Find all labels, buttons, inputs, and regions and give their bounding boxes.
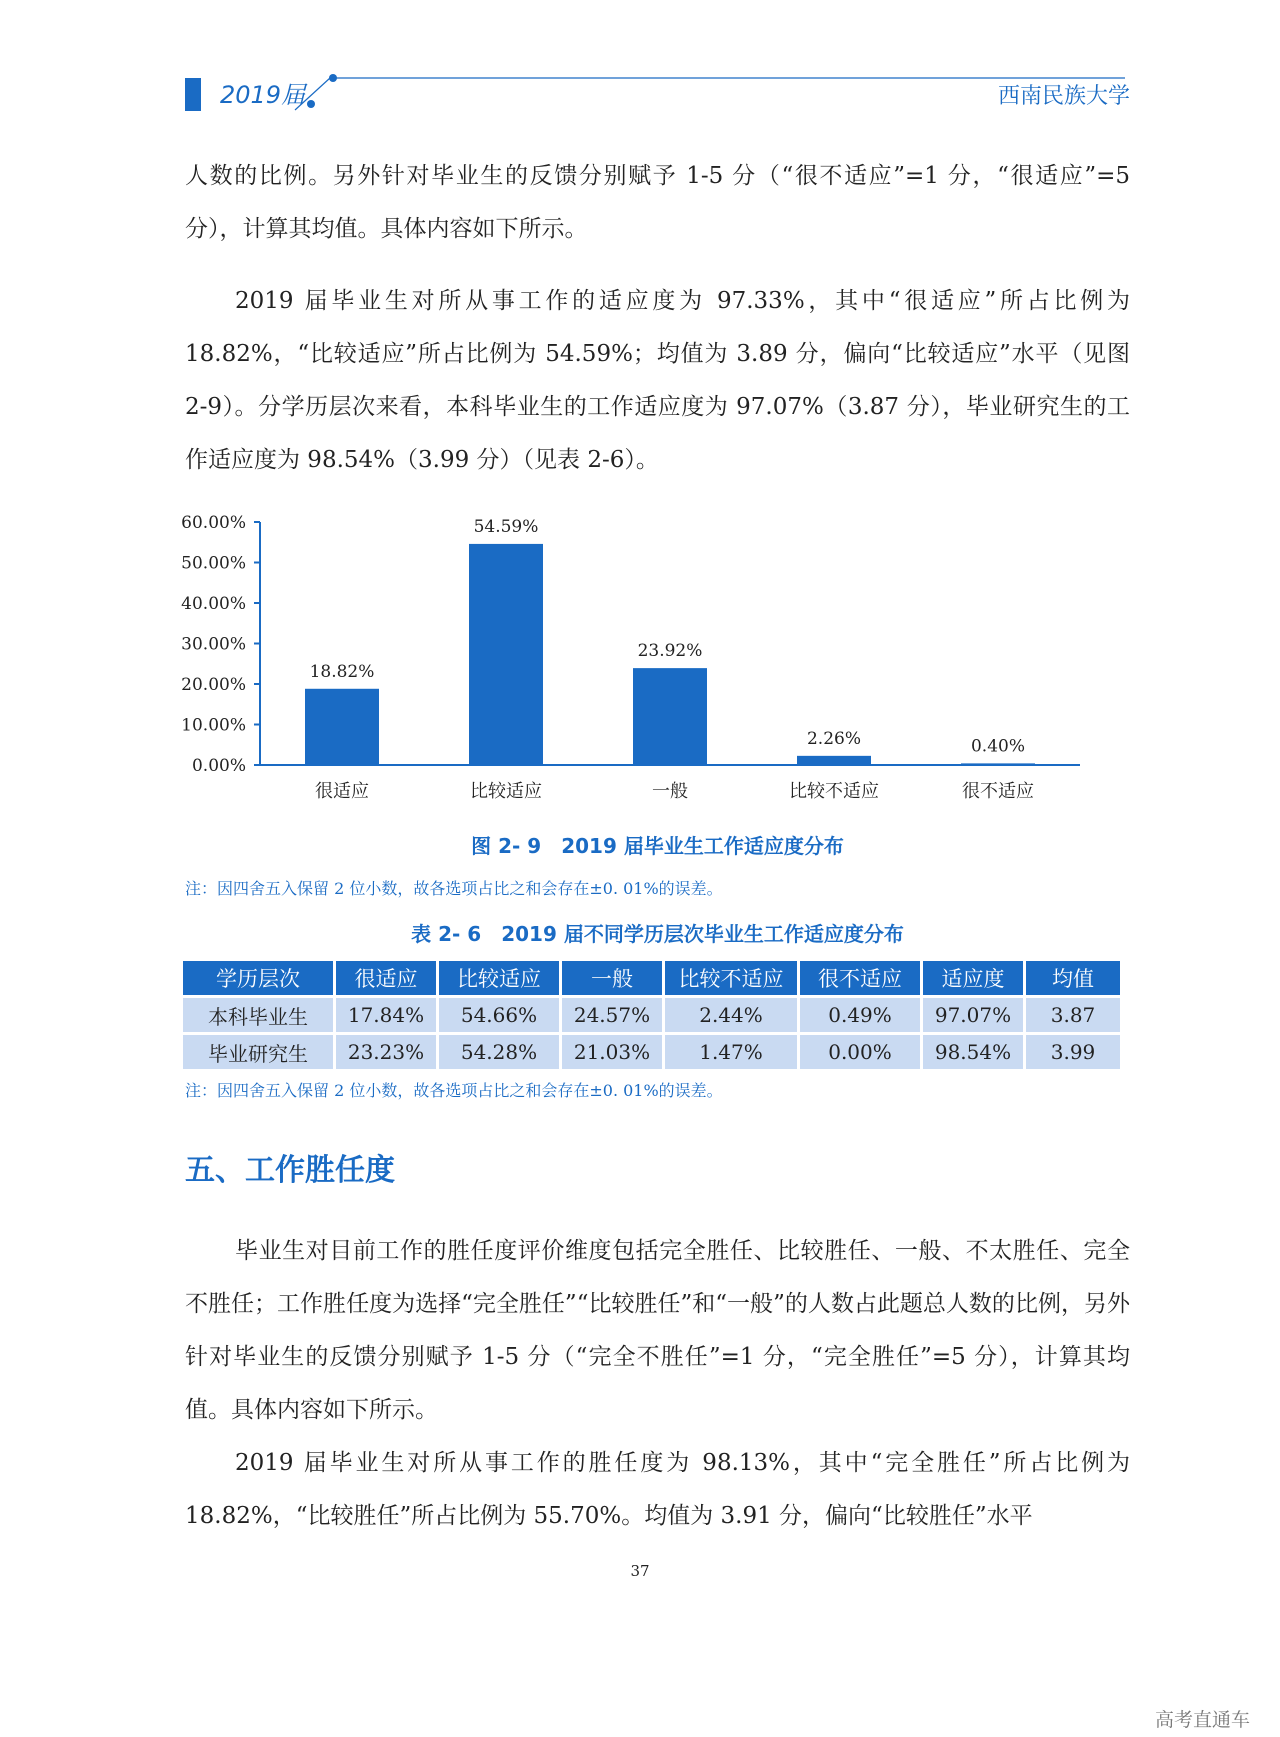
table-header-cell: 学历层次 [183,961,333,995]
y-tick-label: 0.00% [191,756,246,776]
table-note: 注：因四舍五入保留 2 位小数，故各选项占比之和会存在±0. 01%的误差。 [185,1081,723,1100]
paragraph-1-text: 人数的比例。另外针对毕业生的反馈分别赋予 1-5 分（“很不适应”=1 分，“很适应”=5 分），计算其均值。具体内容如下所示。 [185,163,1130,242]
table-caption: 表 2- 6 2019 届不同学历层次毕业生工作适应度分布 [411,922,904,946]
table-header-cell: 适应度 [923,961,1023,995]
table-cell: 21.03% [562,1035,662,1069]
table-cell: 3.87 [1026,998,1120,1032]
table-cell: 0.49% [800,998,920,1032]
figure-caption: 图 2- 9 2019 届毕业生工作适应度分布 [471,834,844,858]
x-category-label: 很适应 [315,781,369,802]
table-cell: 98.54% [923,1035,1023,1069]
table-cell: 24.57% [562,998,662,1032]
table-row [183,998,1120,1032]
paragraph-2 [185,275,1130,487]
table-header-cell: 很适应 [336,961,436,995]
table-header-row [183,961,1120,995]
paragraph-3 [185,1225,1130,1437]
table-cell: 97.07% [923,998,1023,1032]
adaptability-table [180,958,1123,1072]
x-category-label: 比较不适应 [789,781,879,802]
table-cell: 毕业研究生 [183,1035,333,1069]
paragraph-2-text: 2019 届毕业生对所从事工作的适应度为 97.33%，其中“很适应”所占比例为 18.82%，“比较适应”所占比例为 54.59%；均值为 3.89 分，偏向“比较适应”水平（见图 2-9）。分学历层次来看，本科毕业生的工作适应度为 97.07%（3.87 分），毕业研究生的工作适应度为 98.54%（3.99 分）（见表 2-6）。 [185,288,1130,473]
y-tick-label: 20.00% [181,675,246,695]
table-header-cell: 比较不适应 [665,961,797,995]
header-decoration [165,60,1125,120]
paragraph-3-text: 毕业生对目前工作的胜任度评价维度包括完全胜任、比较胜任、一般、不太胜任、完全不胜任；工作胜任度为选择“完全胜任”“比较胜任”和“一般”的人数占此题总人数的比例，另外针对毕业生的反馈分别赋予 1-5 分（“完全不胜任”=1 分，“完全胜任”=5 分），计算其均值。具体内容如下所示。 [185,1238,1130,1423]
bar-value-label: 23.92% [637,641,703,662]
bar [633,668,707,765]
bar-value-label: 18.82% [309,661,375,682]
x-category-label: 一般 [652,781,688,802]
table-row [183,1035,1120,1069]
y-tick-label: 40.00% [181,594,246,614]
bar [961,763,1035,765]
table-cell: 0.00% [800,1035,920,1069]
bar [797,756,871,765]
page-number: 37 [630,1562,650,1580]
y-tick-label: 10.00% [181,715,246,736]
table-cell: 23.23% [336,1035,436,1069]
table-cell: 2.44% [665,998,797,1032]
bar-value-label: 54.59% [473,516,539,537]
bar-value-label: 0.40% [970,736,1026,757]
bar [305,689,379,765]
table-cell: 本科毕业生 [183,998,333,1032]
x-category-label: 比较适应 [470,781,542,802]
table-cell: 54.28% [439,1035,559,1069]
table-header-cell: 一般 [562,961,662,995]
paragraph-4 [185,1437,1130,1543]
bar [469,544,543,765]
bar-value-label: 2.26% [806,728,862,749]
table-cell: 3.99 [1026,1035,1120,1069]
watermark: 高考直通车 [1154,1709,1250,1731]
figure-note: 注：因四舍五入保留 2 位小数，故各选项占比之和会存在±0. 01%的误差。 [185,879,723,898]
table-cell: 54.66% [439,998,559,1032]
table-cell: 1.47% [665,1035,797,1069]
paragraph-1 [185,150,1130,256]
paragraph-4-text: 2019 届毕业生对所从事工作的胜任度为 98.13%，其中“完全胜任”所占比例为 18.82%，“比较胜任”所占比例为 55.70%。均值为 3.91 分，偏向“比较胜任”水平 [185,1450,1130,1529]
adaptability-bar-chart [170,500,1090,810]
y-tick-label: 30.00% [181,634,246,655]
x-category-label: 很不适应 [962,781,1034,802]
y-tick-label: 60.00% [181,513,246,533]
table-cell: 17.84% [336,998,436,1032]
table-header-cell: 很不适应 [800,961,920,995]
section-title: 五、工作胜任度 [185,1153,395,1188]
header-year: 2019届 [220,81,306,109]
table-header-cell: 均值 [1026,961,1120,995]
table-header-cell: 比较适应 [439,961,559,995]
header-university: 西南民族大学 [997,84,1130,109]
y-tick-label: 50.00% [181,553,246,574]
